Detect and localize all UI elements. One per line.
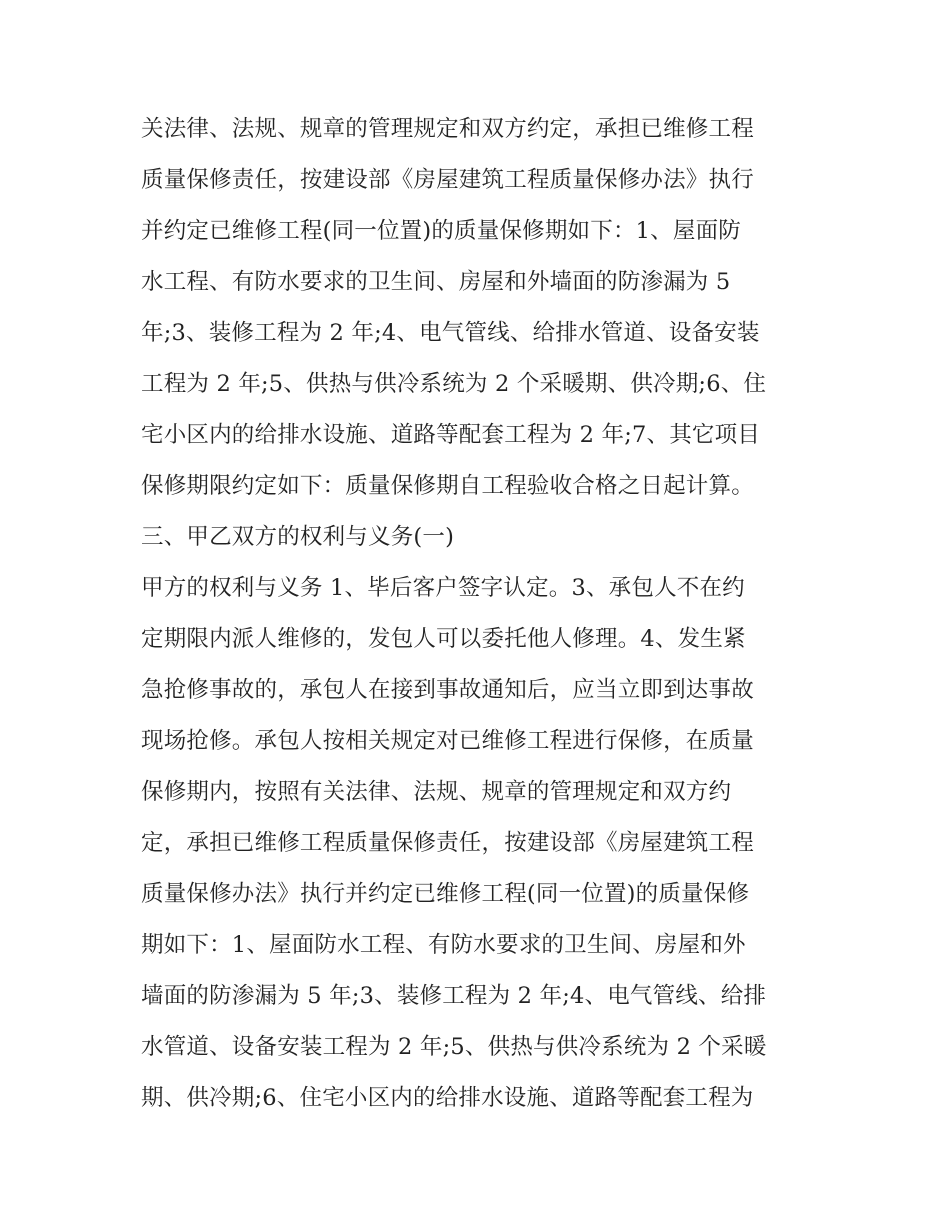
text-line: 质量保修责任，按建设部《房屋建筑工程质量保修办法》执行: [141, 167, 754, 193]
text-line: 保修期限约定如下：质量保修期自工程验收合格之日起计算。: [141, 473, 754, 499]
text-line: 关法律、法规、规章的管理规定和双方约定，承担已维修工程: [141, 116, 754, 142]
text-line: 质量保修办法》执行并约定已维修工程(同一位置)的质量保修: [141, 881, 750, 907]
text-line: 墙面的防渗漏为 5 年;3、装修工程为 2 年;4、电气管线、给排: [141, 983, 767, 1009]
text-line: 并约定已维修工程(同一位置)的质量保修期如下：1、屋面防: [141, 218, 741, 244]
section-heading: 三、甲乙双方的权利与义务(一): [141, 524, 455, 550]
text-line: 工程为 2 年;5、供热与供冷系统为 2 个采暖期、供冷期;6、住: [141, 371, 767, 397]
text-line: 现场抢修。承包人按相关规定对已维修工程进行保修，在质量: [141, 728, 754, 754]
text-line: 急抢修事故的，承包人在接到事故通知后，应当立即到达事故: [141, 677, 754, 703]
text-line: 甲方的权利与义务 1、毕后客户签字认定。3、承包人不在约: [141, 575, 745, 601]
text-line: 期、供冷期;6、住宅小区内的给排水设施、道路等配套工程为: [141, 1085, 754, 1111]
text-line: 水管道、设备安装工程为 2 年;5、供热与供冷系统为 2 个采暖: [141, 1034, 767, 1060]
text-line: 年;3、装修工程为 2 年;4、电气管线、给排水管道、设备安装: [141, 320, 760, 346]
text-line: 定期限内派人维修的，发包人可以委托他人修理。4、发生紧: [141, 626, 746, 652]
text-line: 保修期内，按照有关法律、法规、规章的管理规定和双方约: [141, 779, 732, 805]
text-line: 水工程、有防水要求的卫生间、房屋和外墙面的防渗漏为 5: [141, 269, 731, 295]
document-body: [141, 104, 821, 1124]
text-line: 定，承担已维修工程质量保修责任，按建设部《房屋建筑工程: [141, 830, 754, 856]
text-line: 宅小区内的给排水设施、道路等配套工程为 2 年;7、其它项目: [141, 422, 761, 448]
text-line: 期如下：1、屋面防水工程、有防水要求的卫生间、房屋和外: [141, 932, 746, 958]
